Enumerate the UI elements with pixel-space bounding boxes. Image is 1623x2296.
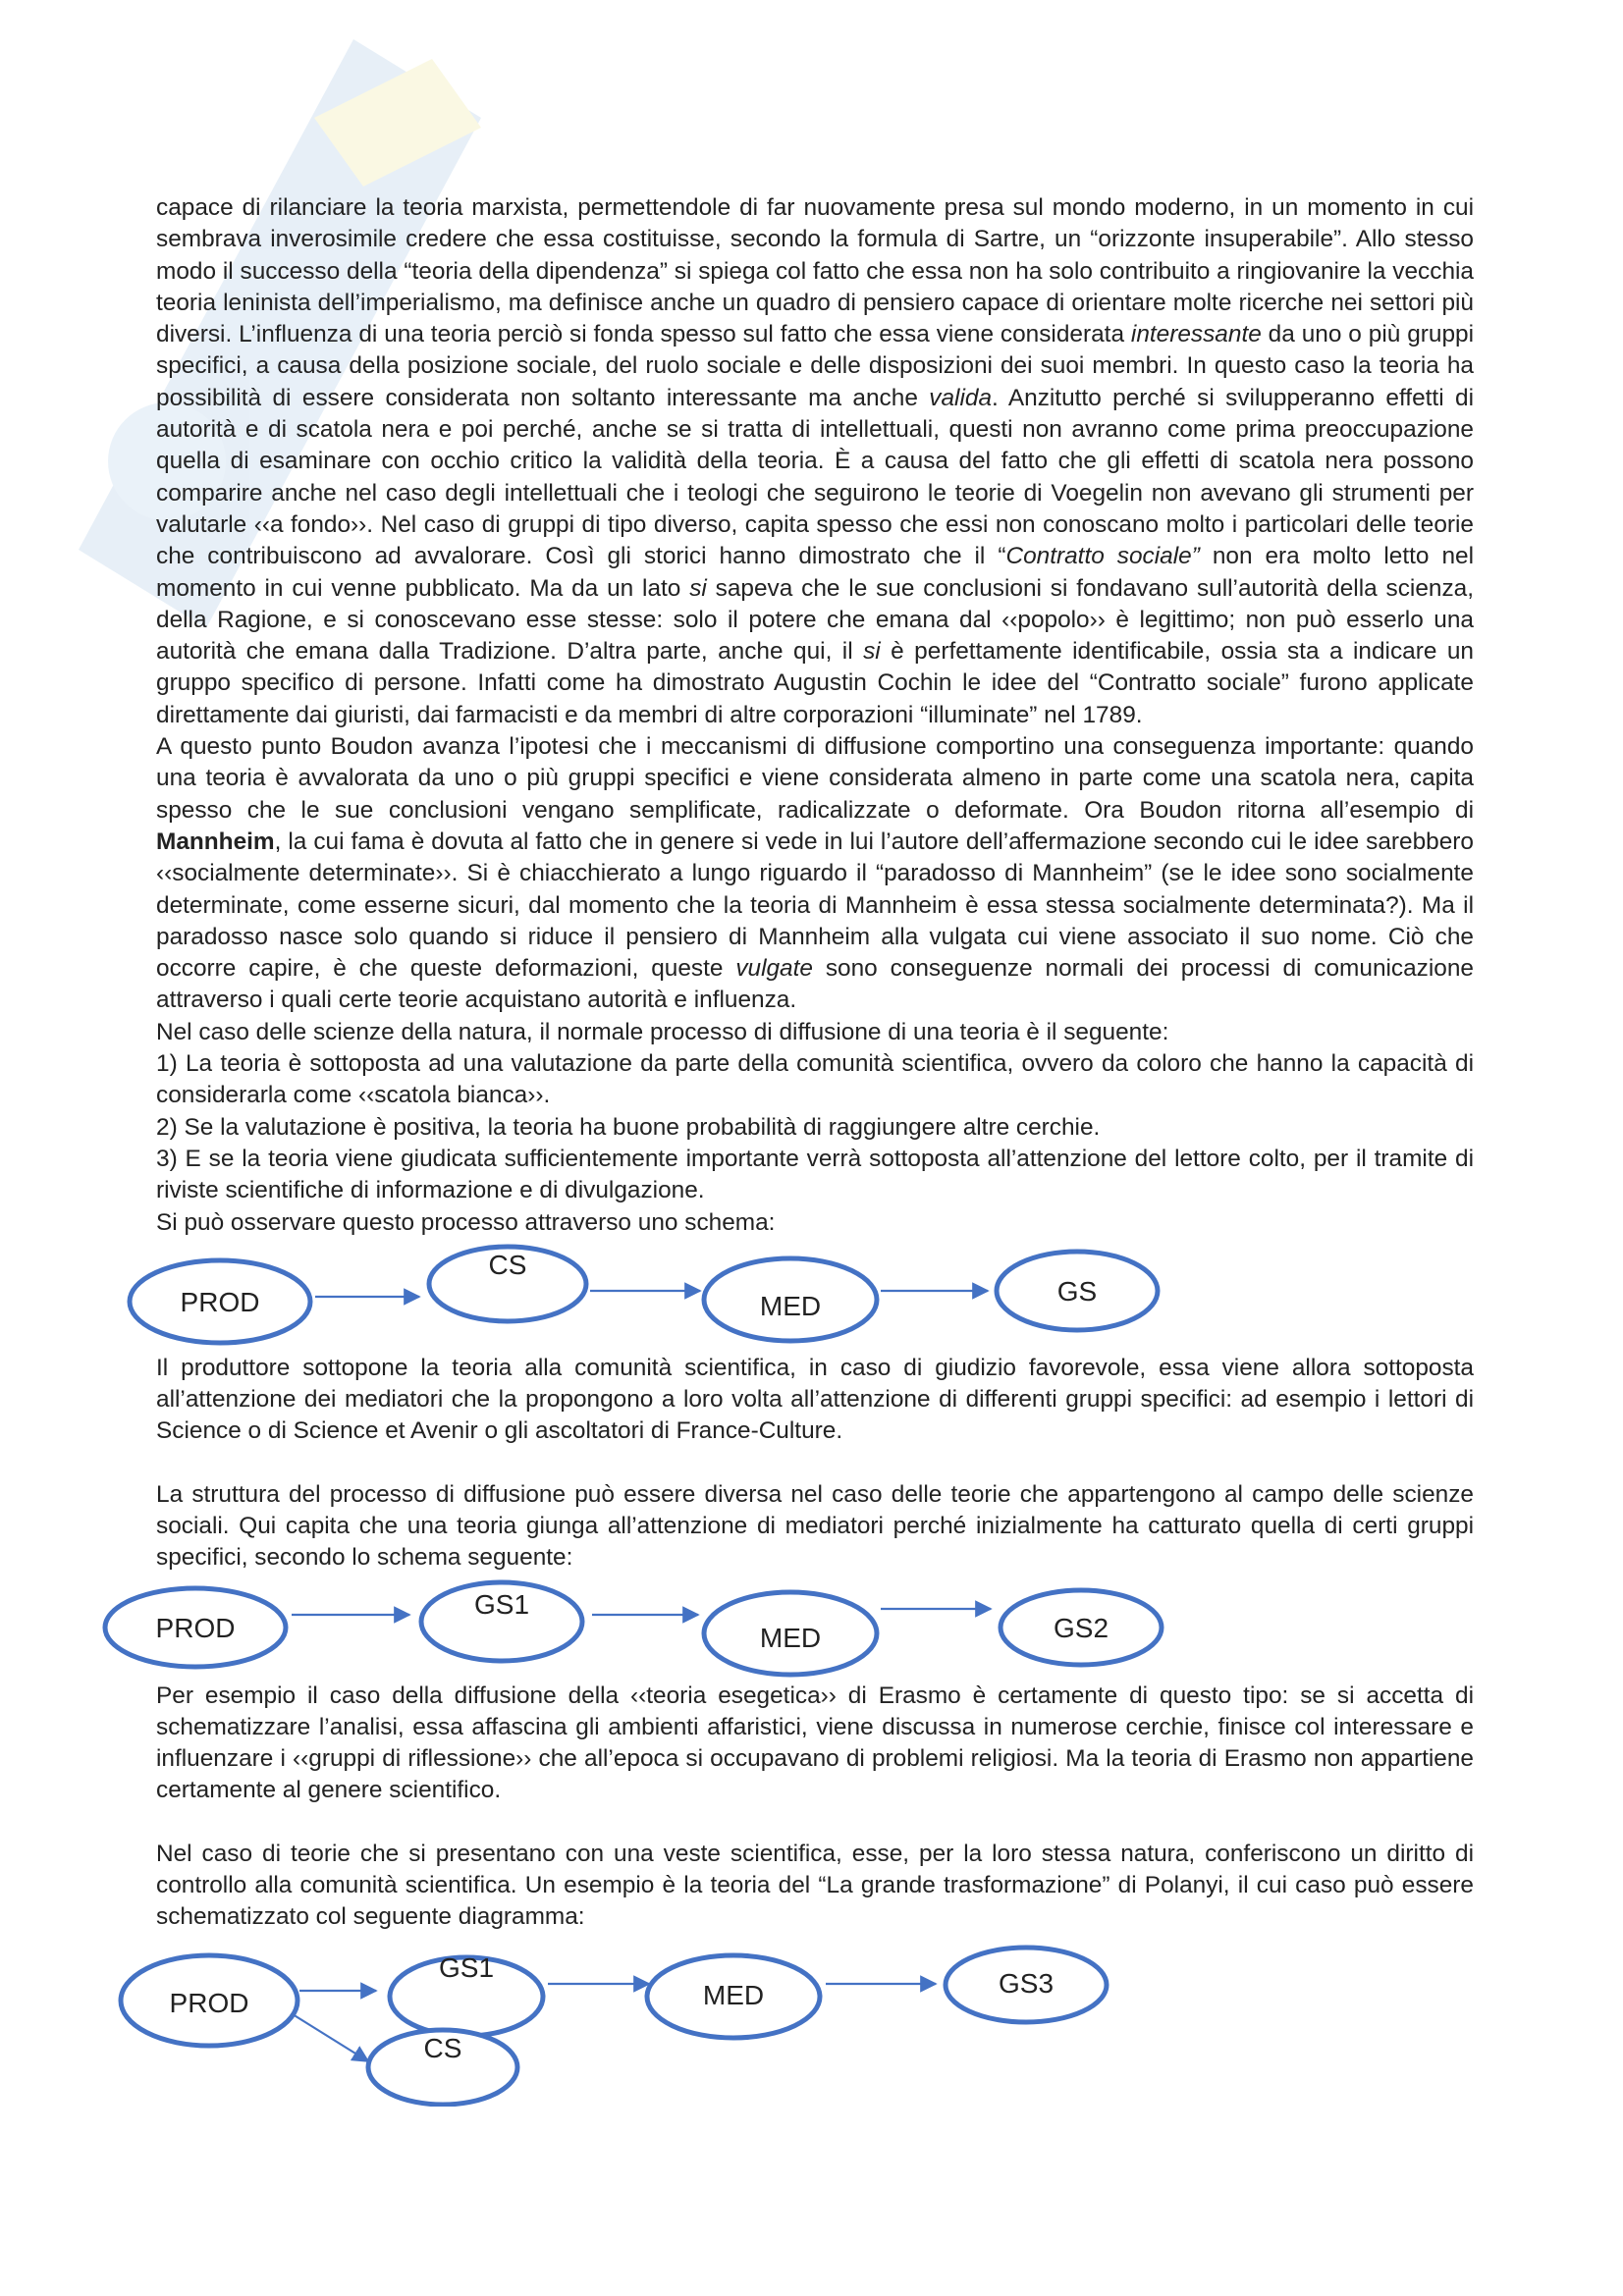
node-med-label: MED xyxy=(759,1622,822,1653)
paragraph-polanyi: Nel caso di teorie che si presentano con una veste scientifica, esse, per la loro stessa natura, conferiscono un diritto di controllo alla comunità scientifica. Un esempio è la teoria del “La grande trasformazione” di Polanyi, il cui caso può essere schematizzato col seguente diagramma: xyxy=(156,1840,1474,1931)
node-prod-label: PROD xyxy=(155,1612,236,1643)
node-gs3-label: GS3 xyxy=(998,1967,1055,1999)
diagram-natural-sciences xyxy=(107,1241,1425,1351)
node-gs1-label: GS1 xyxy=(438,1951,495,1983)
node-med-label: MED xyxy=(702,1979,765,2010)
node-med-label: MED xyxy=(759,1290,822,1321)
diagram-polanyi xyxy=(91,1940,1409,2107)
list-item-3: 3) E se la teoria viene giudicata sufficientemente importante verrà sottoposta all’attenzione del lettore colto, per il tramite di riviste scientifiche di informazione e di divulgazione. xyxy=(156,1145,1474,1204)
list-item-1: 1) La teoria è sottoposta ad una valutazione da parte della comunità scientifica, ovvero da coloro che hanno la capacità di considerarla come ‹‹scatola bianca››. xyxy=(156,1050,1474,1109)
diagram-social-sciences xyxy=(99,1576,1417,1686)
node-gs-label: GS xyxy=(1056,1275,1098,1307)
document-page xyxy=(156,192,1474,2107)
node-gs2-label: GS2 xyxy=(1053,1612,1109,1643)
paragraph-boudon-mannheim: A questo punto Boudon avanza l’ipotesi che i meccanismi di diffusione comportino una conseguenza importante: quando una teoria è avvalorata da uno o più gruppi specifici e viene considerata almeno in parte come una scatola nera, capita spesso che le sue conclusioni vengano semplificate, radicalizzate o deformate. Ora Boudon ritorna all’esempio di Mannheim, la cui fama è dovuta al fatto che in genere si vede in lui l’autore dell’affermazione secondo cui le idee sarebbero ‹‹socialmente determinate››. Si è chiacchierato a lungo riguardo il “paradosso di Mannheim” (se le idee sono socialmente determinate, come esserne sicuri, dal momento che la teoria di Mannheim è essa stessa socialmente determinata?). Ma il paradosso nasce solo quando si riduce il pensiero di Mannheim alla vulgata cui viene associato il suo nome. Ciò che occorre capire, è che queste deformazioni, queste vulgate sono conseguenze normali dei processi di comunicazione attraverso i quali certe teorie acquistano autorità e influenza. xyxy=(156,733,1474,1014)
list-item-2: 2) Se la valutazione è positiva, la teoria ha buone probabilità di raggiungere altre cerchie. xyxy=(156,1113,1101,1141)
node-gs1-label: GS1 xyxy=(473,1588,530,1620)
node-prod-label: PROD xyxy=(169,1987,249,2018)
paragraph-erasmo: Per esempio il caso della diffusione della ‹‹teoria esegetica›› di Erasmo è certamente di questo tipo: se si accetta di schematizzare l’analisi, essa affascina gli ambienti affaristici, viene discussa in numerose cerchie, finisce col interessare e influenzare i ‹‹gruppi di riflessione›› che all’epoca si occupavano di problemi religiosi. Ma la teoria di Erasmo non appartiene certamente al genere scientifico. xyxy=(156,1682,1474,1804)
node-cs-label: CS xyxy=(488,1249,527,1280)
paragraph-producer: Il produttore sottopone la teoria alla comunità scientifica, in caso di giudizio favorevole, essa viene allora sottoposta all’attenzione dei mediatori che la propongono a loro volta all’attenzione di differenti gruppi specifici: ad esempio i lettori di Science o di Science et Avenir o gli ascoltatori di France-Culture. xyxy=(156,1354,1474,1445)
arrow-prod-cs xyxy=(293,2014,368,2061)
paragraph-natural-sciences: Nel caso delle scienze della natura, il normale processo di diffusione di una teoria è il seguente: xyxy=(156,1018,1169,1045)
paragraph-social-sciences: La struttura del processo di diffusione può essere diversa nel caso delle teorie che appartengono al campo delle scienze sociali. Qui capita che una teoria giunga all’attenzione di mediatori perché inizialmente ha catturato quella di certi gruppi specifici, secondo lo schema seguente: xyxy=(156,1480,1474,1572)
paragraph-theory-influence: capace di rilanciare la teoria marxista, permettendole di far nuovamente presa sul mondo moderno, in un momento in cui sembrava inverosimile credere che essa costituisse, secondo la formula di Sartre, un “orizzonte insuperabile”. Allo stesso modo il successo della “teoria della dipendenza” si spiega col fatto che essa non ha solo contribuito a ringiovanire la vecchia teoria leninista dell’imperialismo, ma definisce anche un quadro di pensiero capace di orientare molte ricerche nei settori più diversi. L’influenza di una teoria perciò si fonda spesso sul fatto che essa viene considerata interessante da uno o più gruppi specifici, a causa della posizione sociale, del ruolo sociale e delle disposizioni dei suoi membri. In questo caso la teoria ha possibilità di essere considerata non soltanto interessante ma anche valida. Anzitutto perché si svilupperanno effetti di autorità e di scatola nera e poi perché, anche se si tratta di intellettuali, questi non avranno come prima preoccupazione quella di esaminare con occhio critico la validità della teoria. È a causa del fatto che gli effetti di scatola nera possono comparire anche nel caso degli intellettuali che i teologi che seguirono le teorie di Voegelin non avevano gli strumenti per valutarle ‹‹a fondo››. Nel caso di gruppi di tipo diverso, capita spesso che essi non conoscano molto i particolari delle teorie che contribuiscono ad avvalorare. Così gli storici hanno dimostrato che il “Contratto sociale” non era molto letto nel momento in cui venne pubblicato. Ma da un lato si sapeva che le sue conclusioni si fondavano sull’autorità della scienza, della Ragione, e si conoscevano esse stesse: solo il potere che emana dal ‹‹popolo›› è legittimo; non può esserlo una autorità che emana dalla Tradizione. D’altra parte, anche qui, il si è perfettamente identificabile, ossia sta a indicare un gruppo specifico di persone. Infatti come ha dimostrato Augustin Cochin le idee del “Contratto sociale” furono applicate direttamente dai giuristi, dai farmacisti e da membri di altre corporazioni “illuminate” nel 1789. xyxy=(156,194,1474,728)
node-prod-label: PROD xyxy=(180,1286,260,1317)
paragraph-schema-intro: Si può osservare questo processo attraverso uno schema: xyxy=(156,1208,776,1236)
node-cs-label: CS xyxy=(423,2032,462,2063)
